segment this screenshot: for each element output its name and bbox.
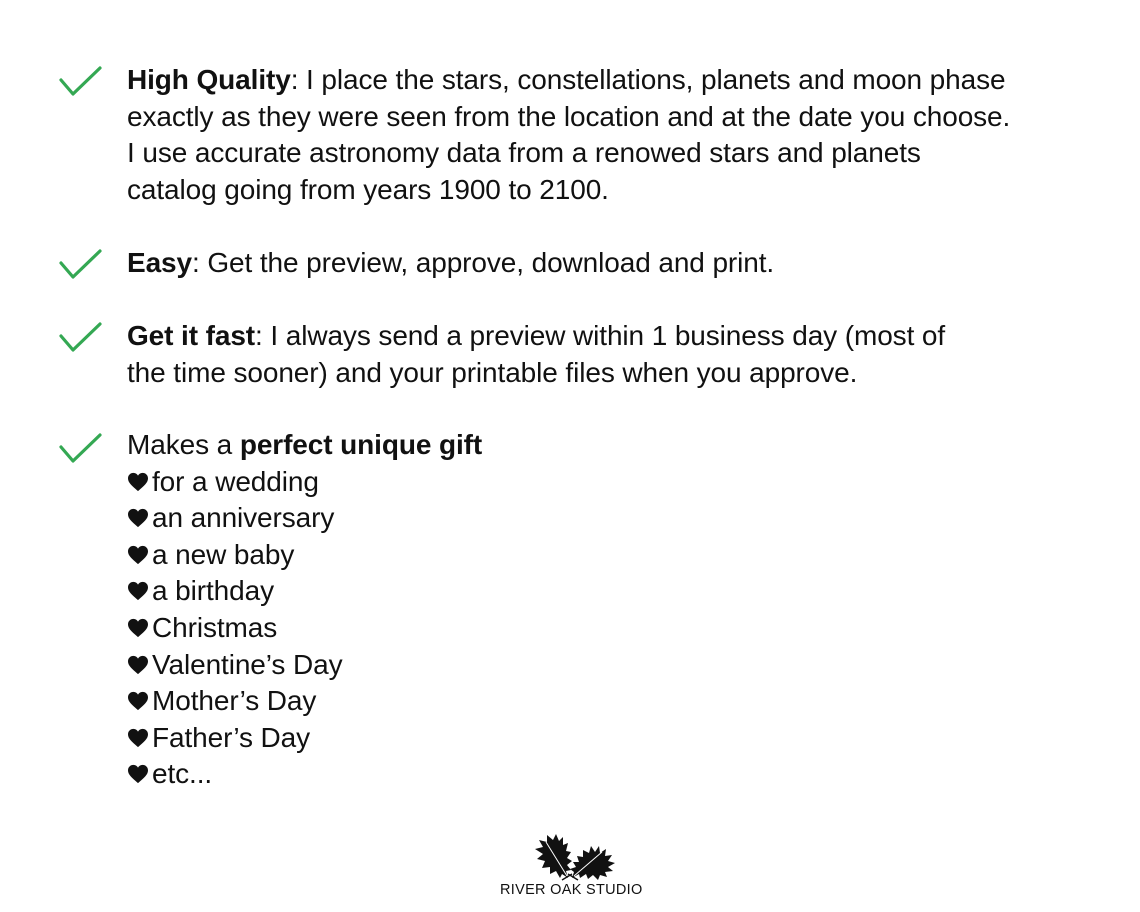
heart-icon [127,691,149,711]
feature-body-line: I use accurate astronomy data from a renowed stars and planets [127,137,921,169]
list-item [127,647,482,684]
feature-title: Get it fast [127,320,256,351]
heart-icon [127,764,149,784]
heart-icon [127,581,149,601]
heart-icon [127,655,149,675]
list-item [127,573,482,610]
occasion-label: an anniversary [152,502,335,534]
feature-title: Easy [127,247,192,278]
heart-icon [127,472,149,492]
check-icon [58,431,104,465]
occasion-label: Father’s Day [152,721,311,753]
check-icon [58,64,104,98]
list-item [127,610,482,647]
occasion-label: a birthday [152,575,274,607]
feature-body-line: exactly as they were seen from the location and at the date you choose. [127,100,1011,132]
heart-icon [127,545,149,565]
feature-body-line: catalog going from years 1900 to 2100. [127,173,609,205]
heart-icon [127,508,149,528]
feature-text [127,245,774,282]
feature-body-line: : I place the stars, constellations, planets and moon phase [290,64,1006,95]
logo-text: RIVER OAK STUDIO [500,882,643,898]
list-item [127,464,482,501]
occasion-label: a new baby [152,538,295,570]
heart-icon [127,618,149,638]
occasion-label: for a wedding [152,465,319,497]
occasion-label: Mother’s Day [152,685,317,717]
feature-body-line: : I always send a preview within 1 business day (most of [255,320,946,351]
occasion-label: Christmas [152,611,278,643]
feature-text [127,427,482,793]
list-item [127,683,482,720]
list-item [127,500,482,537]
occasion-label: Valentine’s Day [152,648,343,680]
occasion-label: etc... [152,758,213,790]
feature-text [127,62,1010,208]
list-item [127,756,482,793]
list-item [127,720,482,757]
feature-title: High Quality [127,64,291,95]
feature-text [127,318,945,391]
oak-leaves-icon [510,834,630,882]
feature-body-line: : Get the preview, approve, download and print. [192,247,775,278]
gift-intro: Makes a [127,429,240,460]
feature-body-line: the time sooner) and your printable files when you approve. [127,356,858,388]
heart-icon [127,728,149,748]
list-item [127,537,482,574]
check-icon [58,320,104,354]
gift-intro-bold: perfect unique gift [239,429,483,460]
check-icon [58,247,104,281]
occasion-list [127,464,482,793]
logo [500,834,643,898]
